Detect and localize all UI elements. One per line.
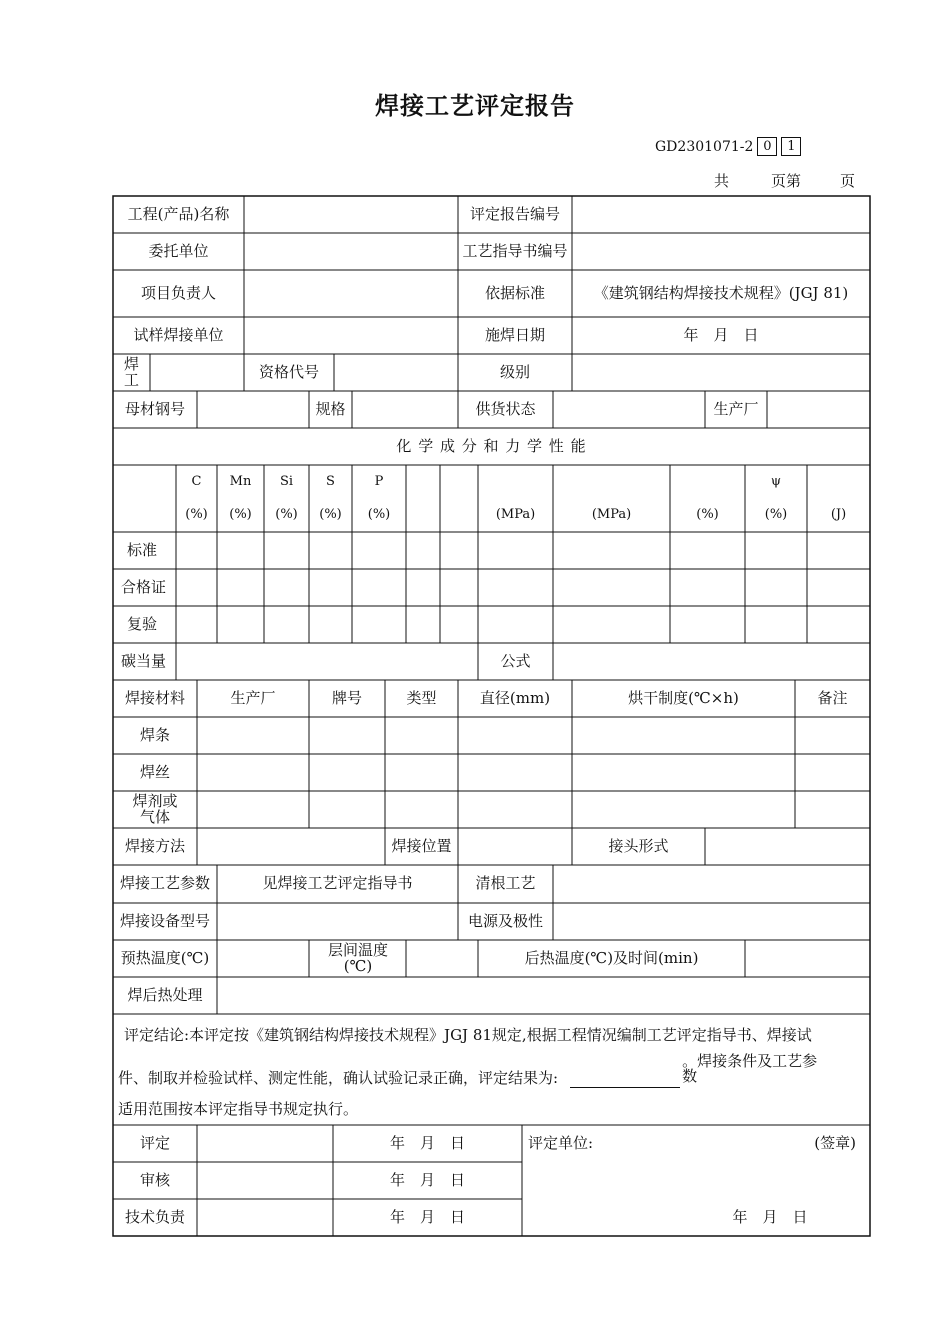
- label-spec: 规格: [315, 399, 346, 418]
- doc-number-box-1[interactable]: 0: [757, 137, 777, 156]
- chem-header-top: [807, 470, 870, 494]
- weld-method-field[interactable]: [197, 828, 385, 865]
- review-date[interactable]: 年 月 日: [389, 1170, 465, 1189]
- weld-date-field[interactable]: 年 月 日: [683, 325, 759, 344]
- label-pwht: 焊后热处理: [127, 985, 203, 1004]
- chem-header-top: [670, 470, 745, 494]
- supply-state-field[interactable]: [553, 391, 705, 428]
- doc-number-box-2[interactable]: 1: [781, 137, 801, 156]
- power-field[interactable]: [553, 903, 870, 940]
- label-specimen-unit: 试样焊接单位: [133, 325, 224, 344]
- label-flux-gas: 焊剂或气体: [132, 791, 178, 826]
- page-end-label: 页: [840, 172, 856, 190]
- label-evaluate: 评定: [139, 1133, 170, 1152]
- label-welder: 焊工: [123, 354, 139, 389]
- back-gouging-field[interactable]: [553, 865, 870, 903]
- label-type: 类型: [406, 688, 437, 707]
- label-eval-unit: 评定单位:: [528, 1133, 594, 1152]
- client-field[interactable]: [244, 233, 458, 270]
- chem-header-unit: (%): [275, 507, 298, 523]
- label-formula: 公式: [500, 651, 531, 670]
- chem-header-top: S: [326, 474, 335, 490]
- label-drying: 烘干制度(℃×h): [628, 688, 739, 707]
- label-weld-method: 焊接方法: [124, 836, 185, 855]
- conclusion-line-2-suffix: 。焊接条件及工艺参数: [682, 1052, 818, 1085]
- chem-header-top: Si: [279, 474, 294, 490]
- report-no-field[interactable]: [572, 196, 870, 233]
- label-certificate-row: 合格证: [121, 577, 167, 596]
- project-name-field[interactable]: [244, 196, 458, 233]
- label-postheat: 后热温度(℃)及时间(min): [524, 948, 699, 967]
- chem-header-top: [478, 470, 553, 494]
- label-review: 审核: [139, 1170, 170, 1189]
- pwht-field[interactable]: [217, 977, 870, 1014]
- doc-number-prefix: GD2301071-2: [655, 138, 754, 155]
- chem-header-top: P: [374, 474, 384, 490]
- chem-header-top: [553, 470, 670, 494]
- label-report-no: 评定报告编号: [469, 204, 560, 223]
- review-signature-field[interactable]: [197, 1162, 333, 1199]
- conclusion-line-2-text: 件、制取并检验试样、测定性能，确认试验记录正确，评定结果为:: [118, 1069, 559, 1087]
- report-title: 焊接工艺评定报告: [375, 92, 575, 120]
- chem-header-unit: (MPa): [495, 507, 536, 523]
- label-power: 电源及极性: [467, 911, 543, 930]
- label-grade: 级别: [499, 362, 530, 381]
- evaluate-date[interactable]: 年 月 日: [389, 1133, 465, 1152]
- postheat-field[interactable]: [745, 940, 870, 977]
- chem-header-unit: (%): [229, 507, 252, 523]
- label-weld-date: 施焊日期: [484, 325, 545, 344]
- label-wire: 焊丝: [139, 762, 170, 781]
- manager-field[interactable]: [244, 270, 458, 317]
- page-total-label: 共: [714, 172, 730, 190]
- specimen-unit-field[interactable]: [244, 317, 458, 354]
- label-equipment: 焊接设备型号: [119, 911, 210, 930]
- spec-field[interactable]: [352, 391, 458, 428]
- standard-value: 《建筑钢结构焊接技术规程》(JGJ 81): [593, 283, 849, 302]
- equipment-field[interactable]: [217, 903, 458, 940]
- label-mat-manufacturer: 生产厂: [230, 688, 276, 707]
- chem-header-top: Mn: [229, 474, 252, 490]
- label-preheat: 预热温度(℃): [120, 948, 210, 967]
- label-tech-lead: 技术负责: [124, 1207, 185, 1226]
- label-manager: 项目负责人: [140, 283, 216, 302]
- label-weld-params: 焊接工艺参数: [119, 874, 210, 893]
- seal-label: (签章): [814, 1133, 856, 1152]
- label-diameter: 直径(mm): [479, 688, 551, 707]
- label-wps-no: 工艺指导书编号: [462, 241, 568, 260]
- label-supply-state: 供货状态: [475, 399, 536, 418]
- label-project-name: 工程(产品)名称: [127, 204, 230, 223]
- chem-header-top: [406, 470, 440, 494]
- chem-header-unit: [406, 503, 440, 527]
- conclusion-line-1: 评定结论:本评定按《建筑钢结构焊接技术规程》JGJ 81规定,根据工程情况编制工艺评定指导书、焊接试: [124, 1026, 812, 1044]
- joint-form-field[interactable]: [705, 828, 870, 865]
- chem-header-unit: (%): [696, 507, 719, 523]
- label-brand: 牌号: [331, 688, 362, 707]
- chem-header-unit: (%): [367, 507, 391, 523]
- chem-header-unit: (%): [319, 507, 342, 523]
- label-base-metal: 母材钢号: [124, 399, 185, 418]
- label-carbon-equiv: 碳当量: [121, 651, 167, 670]
- chem-header-top: [440, 470, 478, 494]
- chem-header-unit: (%): [185, 507, 208, 523]
- conclusion-line-3: 适用范围按本评定指导书规定执行。: [118, 1100, 359, 1118]
- eval-unit-date[interactable]: 年 月 日: [732, 1207, 808, 1226]
- chem-header-top: ψ: [770, 474, 782, 490]
- base-metal-field[interactable]: [197, 391, 309, 428]
- chem-header-unit: (J): [830, 507, 847, 523]
- label-electrode: 焊条: [139, 725, 170, 744]
- label-weld-position: 焊接位置: [391, 836, 452, 855]
- label-client: 委托单位: [148, 241, 209, 260]
- interpass-field[interactable]: [406, 940, 478, 977]
- weld-params-value: 见焊接工艺评定指导书: [262, 874, 413, 893]
- evaluation-result-field[interactable]: [570, 1073, 680, 1088]
- page-number-label: 页第: [771, 172, 802, 190]
- chem-header-unit: (MPa): [591, 507, 632, 523]
- preheat-field[interactable]: [217, 940, 309, 977]
- welder-field[interactable]: [150, 354, 244, 391]
- label-interpass: 层间温度(℃): [327, 940, 388, 975]
- conclusion-line-2: [118, 1054, 866, 1088]
- chem-header-unit: [440, 503, 478, 527]
- label-qual-code: 资格代号: [258, 362, 319, 381]
- chem-header-unit: (%): [764, 507, 788, 523]
- tech-lead-signature-field[interactable]: [197, 1199, 333, 1236]
- wps-no-field[interactable]: [572, 233, 870, 270]
- label-manufacturer: 生产厂: [713, 399, 759, 418]
- evaluate-signature-field[interactable]: [197, 1125, 333, 1162]
- chem-section-header: 化 学 成 分 和 力 学 性 能: [396, 436, 587, 455]
- label-back-gouging: 清根工艺: [475, 874, 536, 893]
- label-joint-form: 接头形式: [608, 836, 669, 855]
- label-weld-material: 焊接材料: [124, 688, 185, 707]
- weld-position-field[interactable]: [458, 828, 572, 865]
- chem-header-top: C: [191, 474, 202, 490]
- carbon-equiv-field[interactable]: [176, 643, 478, 680]
- qual-code-field[interactable]: [334, 354, 458, 391]
- label-standard-row: 标准: [127, 540, 158, 559]
- label-remarks: 备注: [817, 688, 848, 707]
- label-retest-row: 复验: [127, 614, 158, 633]
- grade-field[interactable]: [572, 354, 870, 391]
- manufacturer-field[interactable]: [767, 391, 870, 428]
- tech-lead-date[interactable]: 年 月 日: [389, 1207, 465, 1226]
- formula-field[interactable]: [553, 643, 870, 680]
- label-standard: 依据标准: [484, 283, 545, 302]
